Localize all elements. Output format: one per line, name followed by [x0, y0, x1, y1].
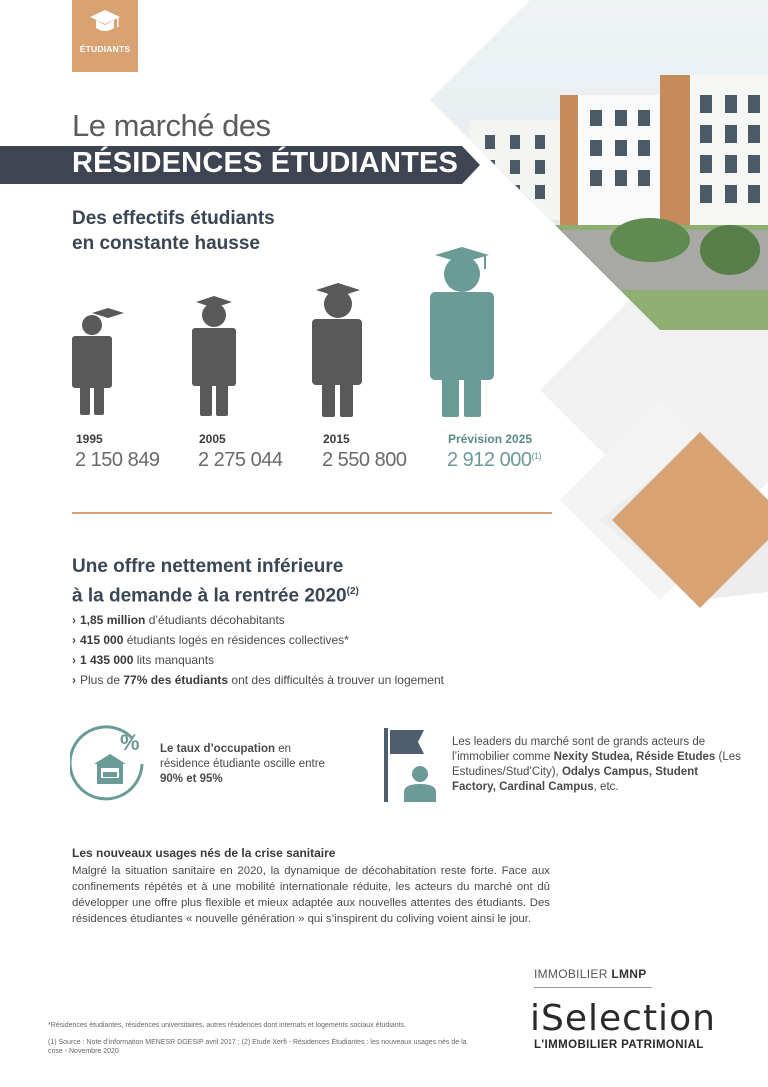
- section1-heading-line1: Des effectifs étudiants: [72, 208, 275, 229]
- bullet-4: › Plus de 77% des étudiants ont des difficultés à trouver un logement: [72, 673, 444, 687]
- divider: [72, 512, 552, 514]
- chevron-icon: ›: [72, 653, 76, 667]
- footnote-1: *Résidences étudiantes, résidences universitaires, autres résidences dont internats et logements sociaux étudiants.: [48, 1022, 406, 1029]
- page-title-line2: RÉSIDENCES ÉTUDIANTES: [72, 147, 459, 179]
- brand-logo: iSelection: [530, 998, 716, 1039]
- stat-value-2025-number: 2 912 000: [447, 449, 532, 471]
- stat-year-2025: Prévision 2025: [448, 432, 533, 446]
- bullet-1: › 1,85 million d’étudiants décohabitants: [72, 613, 285, 627]
- occupancy-text: Le taux d’occupation en résidence étudiante oscille entre 90% et 95%: [160, 743, 325, 785]
- chevron-icon: ›: [72, 613, 76, 627]
- stat-value-2025-note: (1): [531, 451, 541, 461]
- section2-heading-line1: Une offre nettement inférieure: [72, 556, 344, 577]
- brand-rule: [534, 987, 652, 988]
- stat-year-1995: 1995: [76, 432, 103, 446]
- section2-note: (2): [346, 586, 359, 597]
- category-badge: [72, 0, 138, 72]
- section2-heading: [72, 554, 359, 608]
- footnote-2: (1) Source : Note d’information MENESR DGESIP avril 2017 ; (2) Etude Xerfi - Résidences Étudiantes : les nouveaux usages nés de la crise - Novembre 2020: [48, 1039, 467, 1055]
- stat-value-2005: 2 275 044: [198, 449, 283, 471]
- student-figure-2015: [312, 283, 362, 417]
- section2-heading-line2: à la demande à la rentrée 2020$^{(2)}$: [72, 585, 359, 607]
- student-figure-2025: [430, 247, 494, 417]
- brand-category: IMMOBILIER LMNP: [534, 967, 647, 981]
- brand-tagline: L'IMMOBILIER PATRIMONIAL: [534, 1039, 704, 1051]
- chevron-icon: ›: [72, 633, 76, 647]
- usages-heading: Les nouveaux usages nés de la crise sanitaire: [72, 846, 336, 860]
- leaders-text: Les leaders du marché sont de grands acteurs de l’immobilier comme Nexity Studea, Réside Etudes (Les Estudines/Stud’City), Odalys Campus, Student Factory, Cardinal Campus, etc.: [452, 736, 741, 793]
- bullet-2: › 415 000 étudiants logés en résidences collectives*: [72, 633, 349, 647]
- student-figure-2005: [192, 296, 236, 416]
- residence-percent-icon: [70, 724, 150, 804]
- stat-value-2015: 2 550 800: [322, 449, 407, 471]
- chevron-icon: ›: [72, 673, 76, 687]
- usages-body: Malgré la situation sanitaire en 2020, la dynamique de décohabitation reste forte. Face aux confinements répétés et à une mobilité internationale réduite, les acteurs du marché ont dû développer une offre plus flexible et mieux adaptée aux nouvelles attentes des étudiants. Des résidences étudiantes « nouvelle génération » qui s’inspirent du coliving voient ainsi le jour.: [72, 865, 550, 925]
- stat-value-1995: 2 150 849: [75, 449, 160, 471]
- graduation-cap-icon: [89, 8, 121, 36]
- stat-year-2005: 2005: [199, 432, 226, 446]
- svg-text:%: %: [120, 730, 140, 755]
- stat-value-2025: [447, 449, 541, 472]
- student-figure-1995: [72, 308, 124, 415]
- stat-year-2015: 2015: [323, 432, 350, 446]
- badge-label: ÉTUDIANTS: [79, 44, 131, 54]
- section1-heading-line2: en constante hausse: [72, 233, 260, 254]
- page-title-line1: Le marché des: [72, 108, 271, 143]
- bullet-3: › 1 435 000 lits manquants: [72, 653, 215, 667]
- leader-flag-icon: [382, 728, 442, 802]
- student-figures: [60, 240, 510, 425]
